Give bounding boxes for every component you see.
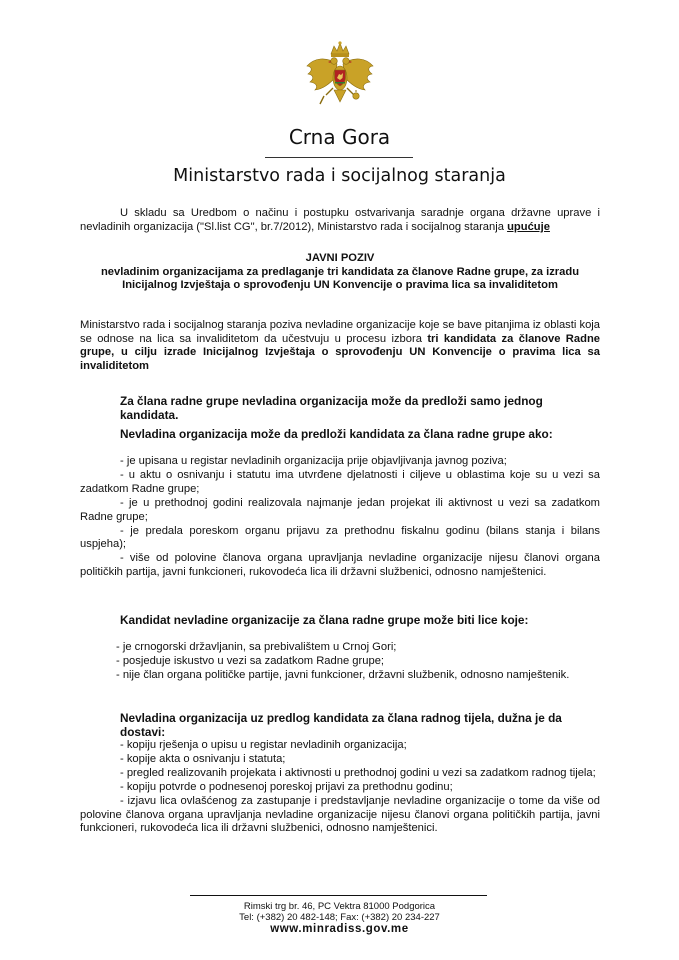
title-line-2: nevladinim organizacijama za predlaganje tri kandidata za članove Radne grupe, za izradu bbox=[100, 265, 580, 278]
list-item: - nije član organa političke partije, javni funkcioner, državni službenik, odnosno namještenik. bbox=[116, 668, 570, 681]
intro-text: U skladu sa Uredbom o načinu i postupku ostvarivanja saradnje organa državne uprave i nevladinih organizacija ("Sl.list CG", br.7/2012), Ministarstvo rada i socijalnog staranja bbox=[80, 207, 600, 233]
list-item: - u aktu o osnivanju i statutu ima utvrđene djelatnosti i ciljeve u oblastima koje su u vezi sa zadatkom Radne grupe; bbox=[80, 468, 600, 495]
list-item: - je u prethodnoj godini realizovala najmanje jedan projekat ili aktivnost u vezi sa zadatkom Radne grupe; bbox=[80, 496, 600, 523]
ministry-name: Ministarstvo rada i socijalnog staranja bbox=[173, 166, 506, 186]
list-item: - je predala poreskom organu prijavu za prethodnu fiskalnu godinu (bilans stanja i bilans uspjeha); bbox=[80, 524, 600, 551]
list-item: - više od polovine članova organa upravljanja nevladine organizacije nijesu članovi organa političkih partija, javni funkcioneri, rukovodeća lica ili državni službenici, odnosno namještenici. bbox=[80, 552, 600, 579]
footer-phone: Tel: (+382) 20 482-148; Fax: (+382) 20 234-227 bbox=[239, 912, 440, 923]
list-item: - je crnogorski državljanin, sa prebivalištem u Crnoj Gori; bbox=[116, 641, 397, 653]
one-candidate-note: Za člana radne grupe nevladina organizacija može da predloži samo jednog kandidata. bbox=[120, 394, 543, 422]
candidate-heading: Kandidat nevladine organizacije za člana radne grupe može biti lice koje: bbox=[120, 613, 529, 627]
list-item: - kopije akta o osnivanju i statuta; bbox=[120, 752, 286, 765]
conditions-heading: Nevladina organizacija može da predloži kandidata za člana radne grupe ako: bbox=[120, 427, 553, 441]
country-name: Crna Gora bbox=[288, 125, 391, 149]
invitation-paragraph bbox=[80, 319, 600, 373]
documents-heading: Nevladina organizacija uz predlog kandidata za člana radnog tijela, dužna je da dostavi: bbox=[120, 711, 562, 739]
title-line-3: Inicijalnog Izvještaja o sprovođenju UN Konvencije o pravima lica sa invaliditetom bbox=[122, 279, 558, 292]
list-item: - kopiju potvrde o podnesenoj poreskoj prijavi za prethodnu godinu; bbox=[120, 780, 453, 793]
conditions-list bbox=[80, 455, 600, 580]
footer-website-link[interactable]: www.minradiss.gov.me bbox=[270, 923, 409, 935]
invitation-text: Ministarstvo rada i socijalnog staranja poziva nevladine organizacije koje se bave pitanjima iz oblasti koja se odnose na lica sa invaliditetom da učestvuju u procesu izbora bbox=[80, 319, 600, 345]
footer-address: Rimski trg br. 46, PC Vektra 81000 Podgorica bbox=[243, 901, 436, 912]
list-item: - posjeduje iskustvo u vezi sa zadatkom Radne grupe; bbox=[116, 654, 385, 667]
list-item: - izjavu lica ovlašćenog za zastupanje i predstavljanje nevladine organizacije o tome da više od polovine članova organa upravljanja nevladine organizacije nijesu članovi organa političkih partija, javni funkcioneri, rukovodeća lica ili državni službenici, odnosno namještenici. bbox=[80, 794, 600, 835]
montenegro-coat-of-arms-icon bbox=[304, 40, 376, 112]
footer-divider bbox=[190, 895, 487, 896]
header-divider bbox=[265, 157, 413, 158]
title-line-1: JAVNI POZIV bbox=[305, 252, 375, 264]
intro-emphasis: upućuje bbox=[507, 220, 550, 233]
invitation-bold: tri kandidata za članove Radne grupe, u cilju izrade Inicijalnog Izvještaja o sprovođenju UN Konvencije o pravima lica sa invaliditetom bbox=[80, 332, 600, 372]
list-item: - pregled realizovanih projekata i aktivnosti u prethodnoj godini u vezi sa zadatkom radnog tijela; bbox=[120, 766, 596, 779]
list-item: - kopiju rješenja o upisu u registar nevladinih organizacija; bbox=[120, 739, 407, 751]
documents-list bbox=[80, 739, 600, 836]
candidate-conditions-list bbox=[80, 641, 600, 683]
list-item: - je upisana u registar nevladinih organizacija prije objavljivanja javnog poziva; bbox=[120, 455, 507, 467]
intro-paragraph bbox=[80, 207, 600, 234]
call-title bbox=[80, 252, 600, 293]
